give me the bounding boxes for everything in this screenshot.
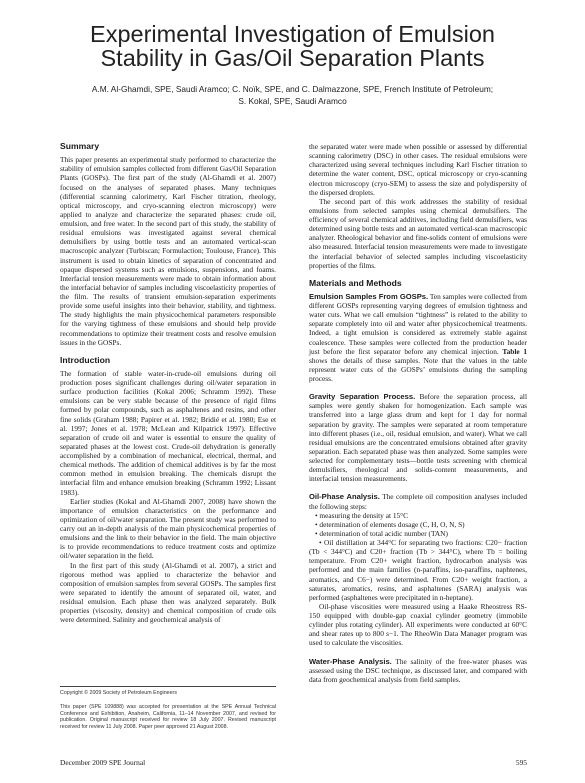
folio-journal-date: December 2009 SPE Journal <box>60 758 146 767</box>
materials-methods-heading: Materials and Methods <box>309 277 402 288</box>
oil-phase-paragraph <box>309 492 527 510</box>
emulsion-samples-text-a: Ten samples were collected from different GOSPs representing varying degrees of emulsion tightness and water cuts. What we call emulsion “tightness” is related to the ability to separate completely into oil and water after physicochemical treatments. Indeed, a tight emulsion is considered as extremely stable against coalescence. These samples were collected from the production header just before the first separator before any chemical injection. <box>309 291 527 356</box>
section-spacer <box>309 383 527 392</box>
left-column <box>60 142 276 624</box>
bullet-item: • measuring the density at 15°C <box>315 510 409 520</box>
oil-phase-runin: Oil-Phase Analysis. <box>309 492 380 502</box>
water-phase-text: The salinity of the free-water phases was assessed using the DSC technique, as discussed later, and compared with data from geochemical analysis from field samples. <box>309 656 527 684</box>
water-phase-runin: Water-Phase Analysis. <box>309 656 392 666</box>
bullet-item: • determination of elements dosage (C, H, O, N, S) <box>315 519 465 529</box>
viscosity-paragraph: Oil-phase viscosities were measured using a Haake Rheostress RS-150 equipped with double-gap coaxial cylinder geometry (immobile cylinder plus rotating cylinder). All experiments were conducted at 60°C and shear rates up to 800 s−1. The RheoWin Data Manager program was used to calculate the viscosities. <box>309 601 527 648</box>
gravity-separation-runin: Gravity Separation Process. <box>309 392 416 402</box>
emulsion-samples-runin: Emulsion Samples From GOSPs. <box>309 291 429 301</box>
article-title <box>30 22 555 70</box>
authors-line-2: S. Kokal, SPE, Saudi Aramco <box>238 96 347 106</box>
title-line-2: Stability in Gas/Oil Separation Plants <box>100 45 485 71</box>
intro-paragraph-2: Earlier studies (Kokal and Al-Ghamdi 2007, 2008) have shown the importance of emulsion characteristics on the performance and optimization of oil/water separation. The present study was performed to carry out an in-depth analysis of the main physicochemical properties of emulsions and the link to their behavior in the field. The main objective is to provide recommendations to reduce treatment costs and optimize oil/water separation in the field. <box>60 496 276 561</box>
introduction-heading: Introduction <box>60 354 111 365</box>
summary-paragraph: This paper presents an experimental study performed to characterize the stability of emulsion samples collected from different Gas/Oil Separation Plants (GOSPs). The first part of the study (Al-Ghamdi et al. 2007) focused on the analyses of separated phases. Many techniques (differential scanning calorimetry, Karl Fischer titration, rheology, optical microscopy, and cryo-scanning electron microscopy) were applied to analyze and characterize the separated phases: crude oil, emulsion, and free water. In the second part of this study, the stability of residual emulsions was investigated against several chemical demulsifiers by using bottle tests and an automated vertical-scan macroscopic analyzer (Turbiscan; Formulaction; Toulouse, France). This instrument is used to obtain kinetics of separation of concentrated and opaque dispersed systems such as emulsions, suspensions, and foams. Interfacial tension measurements were made to obtain information about the interfacial behavior of samples including viscoelasticity properties of the film. The results of transient emulsion-separation experiments provide some useful insights into their behavior, stability, and tightness. The study highlights the main physicochemical parameters responsible for the varying tightness of these emulsions and should help provide recommendations to optimize their treatment costs and resolve emulsion issues in the GOSPs. <box>60 155 276 347</box>
table-1-reference: Table 1 <box>502 346 527 356</box>
continued-paragraph: the separated water were made when possible or assessed by differential scanning calorimetry (DSC) in other cases. The residual emulsions were characterized using several techniques including Karl Fischer titration to determine the water content, DSC, optical microscopy or cryo-scanning electron microscopy (cryo-SEM) to assess the size and polydispersity of the dispersed droplets. <box>309 142 527 197</box>
intro-paragraph-1: The formation of stable water-in-crude-oil emulsions during oil production poses significant challenges during oil/water separation in surface production facilities (Kokal 2006; Schramm 1992). These emulsions can be very stable because of the presence of rigid films formed by polar compounds, such as asphaltenes and resins, and other fine solids (Graham 1988; Papirer et al. 1982; Bridié et al. 1980; Ese et al. 1997; Jones et al. 1978; McLean and Kilpatrick 1997). Effective separation of crude oil and water is essential to ensure the quality of separated phases at the lowest cost. Crude-oil dehydration is generally accomplished by a combination of mechanical, electrical, thermal, and chemical methods. The addition of chemical additives is by far the most common method in emulsion breaking. The chemicals disrupt the interfacial film and enhance emulsion breaking (Schramm 1992; Lissant 1983). <box>60 368 276 497</box>
page-number: 595 <box>515 758 527 767</box>
summary-heading: Summary <box>60 141 100 151</box>
bullet-item: • determination of total acidic number (TAN) <box>315 528 448 538</box>
author-list <box>40 83 545 107</box>
section-spacer <box>309 648 527 657</box>
right-column <box>309 142 527 684</box>
footnote-rule <box>60 686 276 687</box>
title-line-1: Experimental Investigation of Emulsion <box>90 21 495 47</box>
distillation-bullet: • Oil distillation at 344°C for separating two fractions: C20− fraction (Tb < 344°C) and C20+ fraction (Tb > 344°C), where Tb = boiling temperature. From C20+ weight fraction, hydrocarbon analysis was performed and the main families (n-paraffins, iso-paraffins, naphtenes, aromatics, and C6−) were determined. From C20+ weight fraction, a saturates, aromatics, resins, and asphaltenes (SARA) analysis was performed (asphaltenes were precipitated in n-heptane). <box>309 538 527 602</box>
section-spacer <box>309 483 527 492</box>
emulsion-samples-paragraph <box>309 292 527 383</box>
oil-phase-text: The complete oil composition analyses included the following steps: <box>309 492 527 511</box>
gravity-separation-text: Before the separation process, all samples were gently shaken for homogenization. Each sample was transferred into a large glass drum and kept for 1 day for normal separation by gravity. The samples were separated at room temperature into different phases (i.e., oil, residual emulsion, and water). What we call residual emulsions are the concentrated emulsions obtained after gravity separation. Each separated phase was then analyzed. Some samples were selected for complementary tests—bottle tests screening with chemical demulsifiers, rheological and solids-content measurements, and interfacial tension measurements. <box>309 392 528 484</box>
second-part-paragraph: The second part of this work addresses the stability of residual emulsions from selected samples using chemical demulsifiers. The efficiency of several chemical additives, including field demulsifiers, was determined using bottle tests and an automated vertical-scan macroscopic analyzer. Rheological behavior and fine-solids content of emulsions were also measured. Interfacial tension measurements were made to investigate the interfacial behavior of selected samples including viscoelasticity properties of the films. <box>309 196 527 270</box>
copyright-note: Copyright © 2009 Society of Petroleum Engineers <box>60 690 177 696</box>
authors-line-1: A.M. Al-Ghamdi, SPE, Saudi Aramco; C. Noïk, SPE, and C. Dalmazzone, SPE, French Institute of Petroleum; <box>91 84 494 94</box>
publication-note: This paper (SPE 109888) was accepted for presentation at the SPE Annual Technical Conference and Exhibition, Anaheim, California, 11–14 November 2007, and revised for publication. Original manuscript received for review 18 July 2007. Revised manuscript received for review 11 July 2008. Paper peer approved 21 August 2008. <box>60 704 276 730</box>
intro-paragraph-3: In the first part of this study (Al-Ghamdi et al. 2007), a strict and rigorous method was applied to characterize the behavior and composition of emulsion samples from several GOSPs. The samples first were separated to identify the amount of separated oil, water, and residual emulsion. Each phase then was analyzed separately. Bulk properties (viscosity, density) and chemical composition of crude oils were determined. Salinity and geochemical analysis of <box>60 560 276 625</box>
gravity-separation-paragraph <box>309 392 527 483</box>
emulsion-samples-text-b: shows the details of these samples. Note that the values in the table represent water cuts of the GOSPs’ emulsions during the sampling process. <box>309 355 527 383</box>
water-phase-paragraph <box>309 657 527 684</box>
